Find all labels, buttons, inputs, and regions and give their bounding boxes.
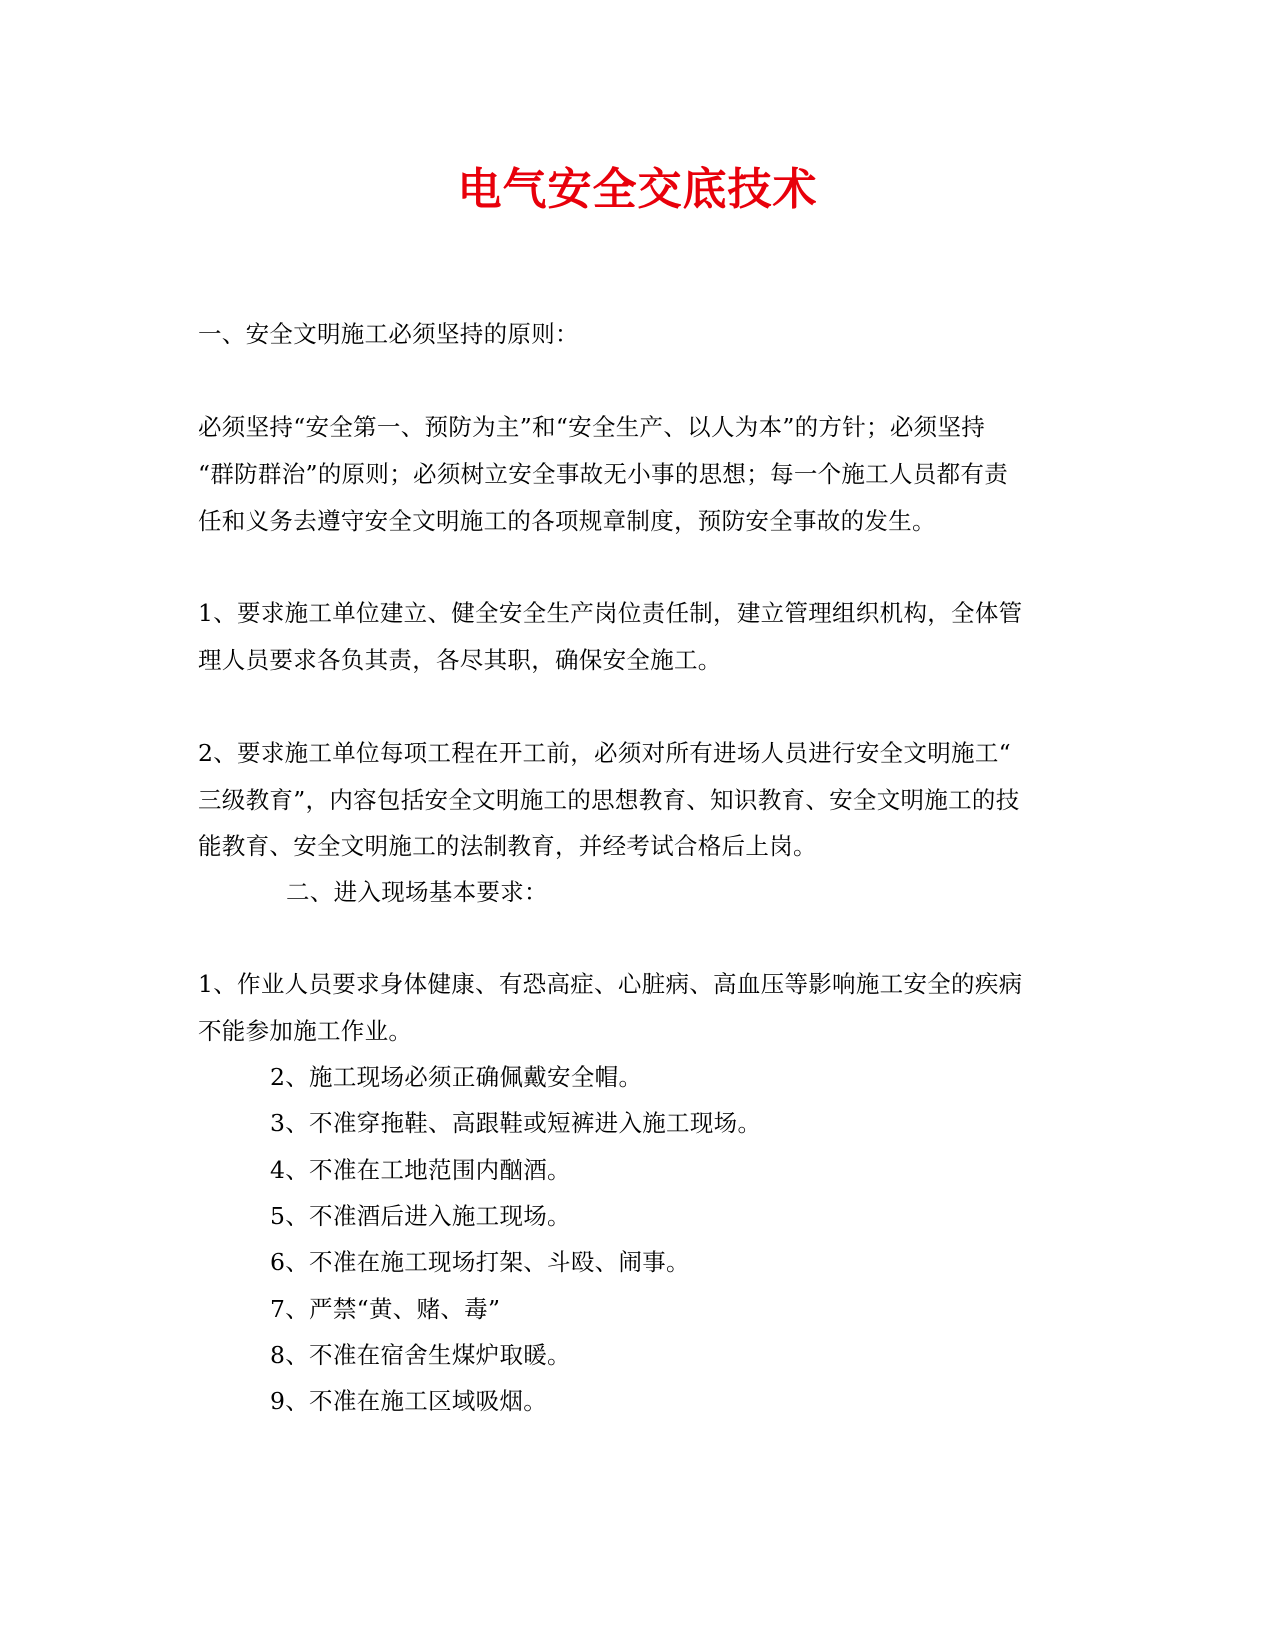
list-item: 7、严禁“黄、赌、毒” — [270, 1295, 501, 1323]
list-item: 4、不准在工地范围内酗酒。 — [270, 1156, 571, 1184]
paragraph-line: 1、要求施工单位建立、健全安全生产岗位责任制，建立管理组织机构，全体管 — [198, 599, 1023, 627]
paragraph-line: 不能参加施工作业。 — [198, 1017, 413, 1045]
list-item: 2、施工现场必须正确佩戴安全帽。 — [270, 1063, 643, 1091]
document-title: 电气安全交底技术 — [457, 164, 818, 215]
paragraph-line: “群防群治”的原则；必须树立安全事故无小事的思想；每一个施工人员都有责 — [198, 460, 1009, 488]
section-heading-site-requirements: 二、进入现场基本要求： — [286, 878, 548, 906]
list-item: 5、不准酒后进入施工现场。 — [270, 1202, 571, 1230]
list-item: 8、不准在宿舍生煤炉取暖。 — [270, 1341, 571, 1369]
paragraph-line: 任和义务去遵守安全文明施工的各项规章制度，预防安全事故的发生。 — [198, 507, 936, 535]
section-heading-principles: 一、安全文明施工必须坚持的原则： — [198, 320, 579, 348]
list-item: 6、不准在施工现场打架、斗殴、闹事。 — [270, 1248, 690, 1276]
paragraph-line: 能教育、安全文明施工的法制教育，并经考试合格后上岗。 — [198, 832, 817, 860]
paragraph-line: 必须坚持“安全第一、预防为主”和“安全生产、以人为本”的方针；必须坚持 — [198, 413, 986, 441]
list-item: 9、不准在施工区域吸烟。 — [270, 1387, 548, 1415]
list-item: 3、不准穿拖鞋、高跟鞋或短裤进入施工现场。 — [270, 1109, 762, 1137]
paragraph-line: 理人员要求各负其责，各尽其职，确保安全施工。 — [198, 646, 722, 674]
paragraph-line: 1、作业人员要求身体健康、有恐高症、心脏病、高血压等影响施工安全的疾病 — [198, 970, 1023, 998]
paragraph-line: 三级教育”，内容包括安全文明施工的思想教育、知识教育、安全文明施工的技 — [198, 786, 1020, 814]
paragraph-line: 2、要求施工单位每项工程在开工前，必须对所有进场人员进行安全文明施工“ — [198, 739, 1011, 767]
